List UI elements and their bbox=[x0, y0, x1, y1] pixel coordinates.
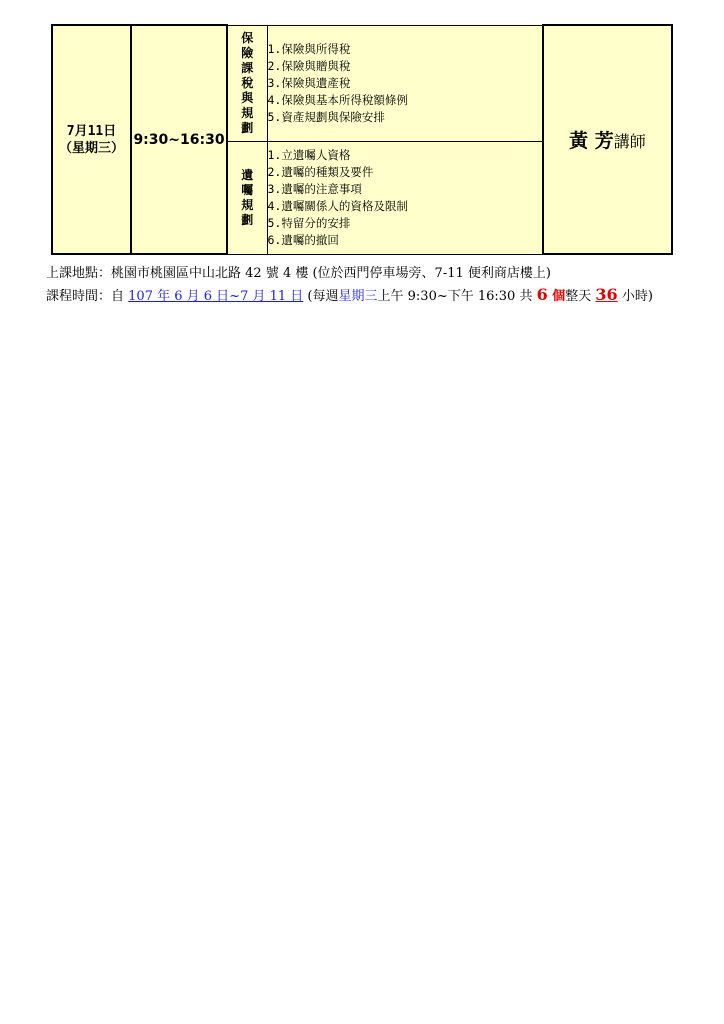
topic-insurance-tax bbox=[227, 25, 267, 141]
list-item: 2.遺囑的種類及要件 bbox=[267, 164, 374, 179]
list-item: 3.遺囑的注意事項 bbox=[267, 181, 362, 196]
list-item: 1.立遺囑人資格 bbox=[267, 147, 351, 162]
list-item: 4.遺囑關係人的資格及限制 bbox=[267, 198, 408, 213]
list-item: 2.保險與贈與稅 bbox=[267, 58, 351, 73]
list-item: 5.資產規劃與保險安排 bbox=[267, 109, 385, 124]
course-note-mid: 上午 9:30~下午 16:30 共 bbox=[377, 289, 537, 304]
teacher-cell bbox=[543, 25, 672, 254]
course-time-prefix: 自 bbox=[111, 289, 129, 304]
list-item: 3.保險與遺產稅 bbox=[267, 75, 351, 90]
course-period-link[interactable]: 107 年 6 月 6 日~7 月 11 日 bbox=[128, 289, 304, 304]
location-label: 上課地點： bbox=[46, 266, 112, 281]
topic-will-planning bbox=[227, 141, 267, 254]
schedule-row-1 bbox=[52, 25, 672, 141]
topic-insurance-tax-label: 保險課稅與規劃 bbox=[241, 30, 254, 135]
course-weekday: 星期三 bbox=[338, 289, 378, 304]
course-days-count: 6 bbox=[536, 285, 548, 304]
teacher-title: 講師 bbox=[613, 132, 646, 151]
course-note-start: (每週 bbox=[303, 289, 339, 304]
list-item: 6.遺囑的撤回 bbox=[267, 232, 339, 247]
date-cell bbox=[52, 25, 131, 254]
course-time-line bbox=[46, 285, 653, 304]
location-text: 桃園市桃園區中山北路 42 號 4 樓 (位於西門停車場旁、7-11 便利商店樓上) bbox=[111, 266, 551, 281]
course-time-label: 課程時間： bbox=[46, 289, 112, 304]
time-cell: 9:30~16:30 bbox=[131, 25, 227, 254]
list-item: 4.保險與基本所得稅額條例 bbox=[267, 92, 408, 107]
list-item: 1.保險與所得稅 bbox=[267, 41, 351, 56]
date-text: 7月11日 bbox=[66, 123, 117, 139]
course-note-end: 小時) bbox=[617, 289, 653, 304]
location-line bbox=[46, 262, 551, 281]
topic-will-planning-label: 遺囑規劃 bbox=[241, 167, 254, 227]
teacher-name: 黃 芳 bbox=[569, 130, 614, 152]
items-will-planning bbox=[267, 141, 543, 254]
items-insurance-tax bbox=[267, 25, 543, 141]
course-days-unit: 個 bbox=[547, 289, 566, 304]
course-hours-count: 36 bbox=[595, 285, 618, 304]
course-note-mid2: 整天 bbox=[565, 289, 596, 304]
schedule-table bbox=[51, 24, 673, 255]
list-item: 5.特留分的安排 bbox=[267, 215, 351, 230]
weekday-text: （星期三） bbox=[58, 140, 124, 156]
